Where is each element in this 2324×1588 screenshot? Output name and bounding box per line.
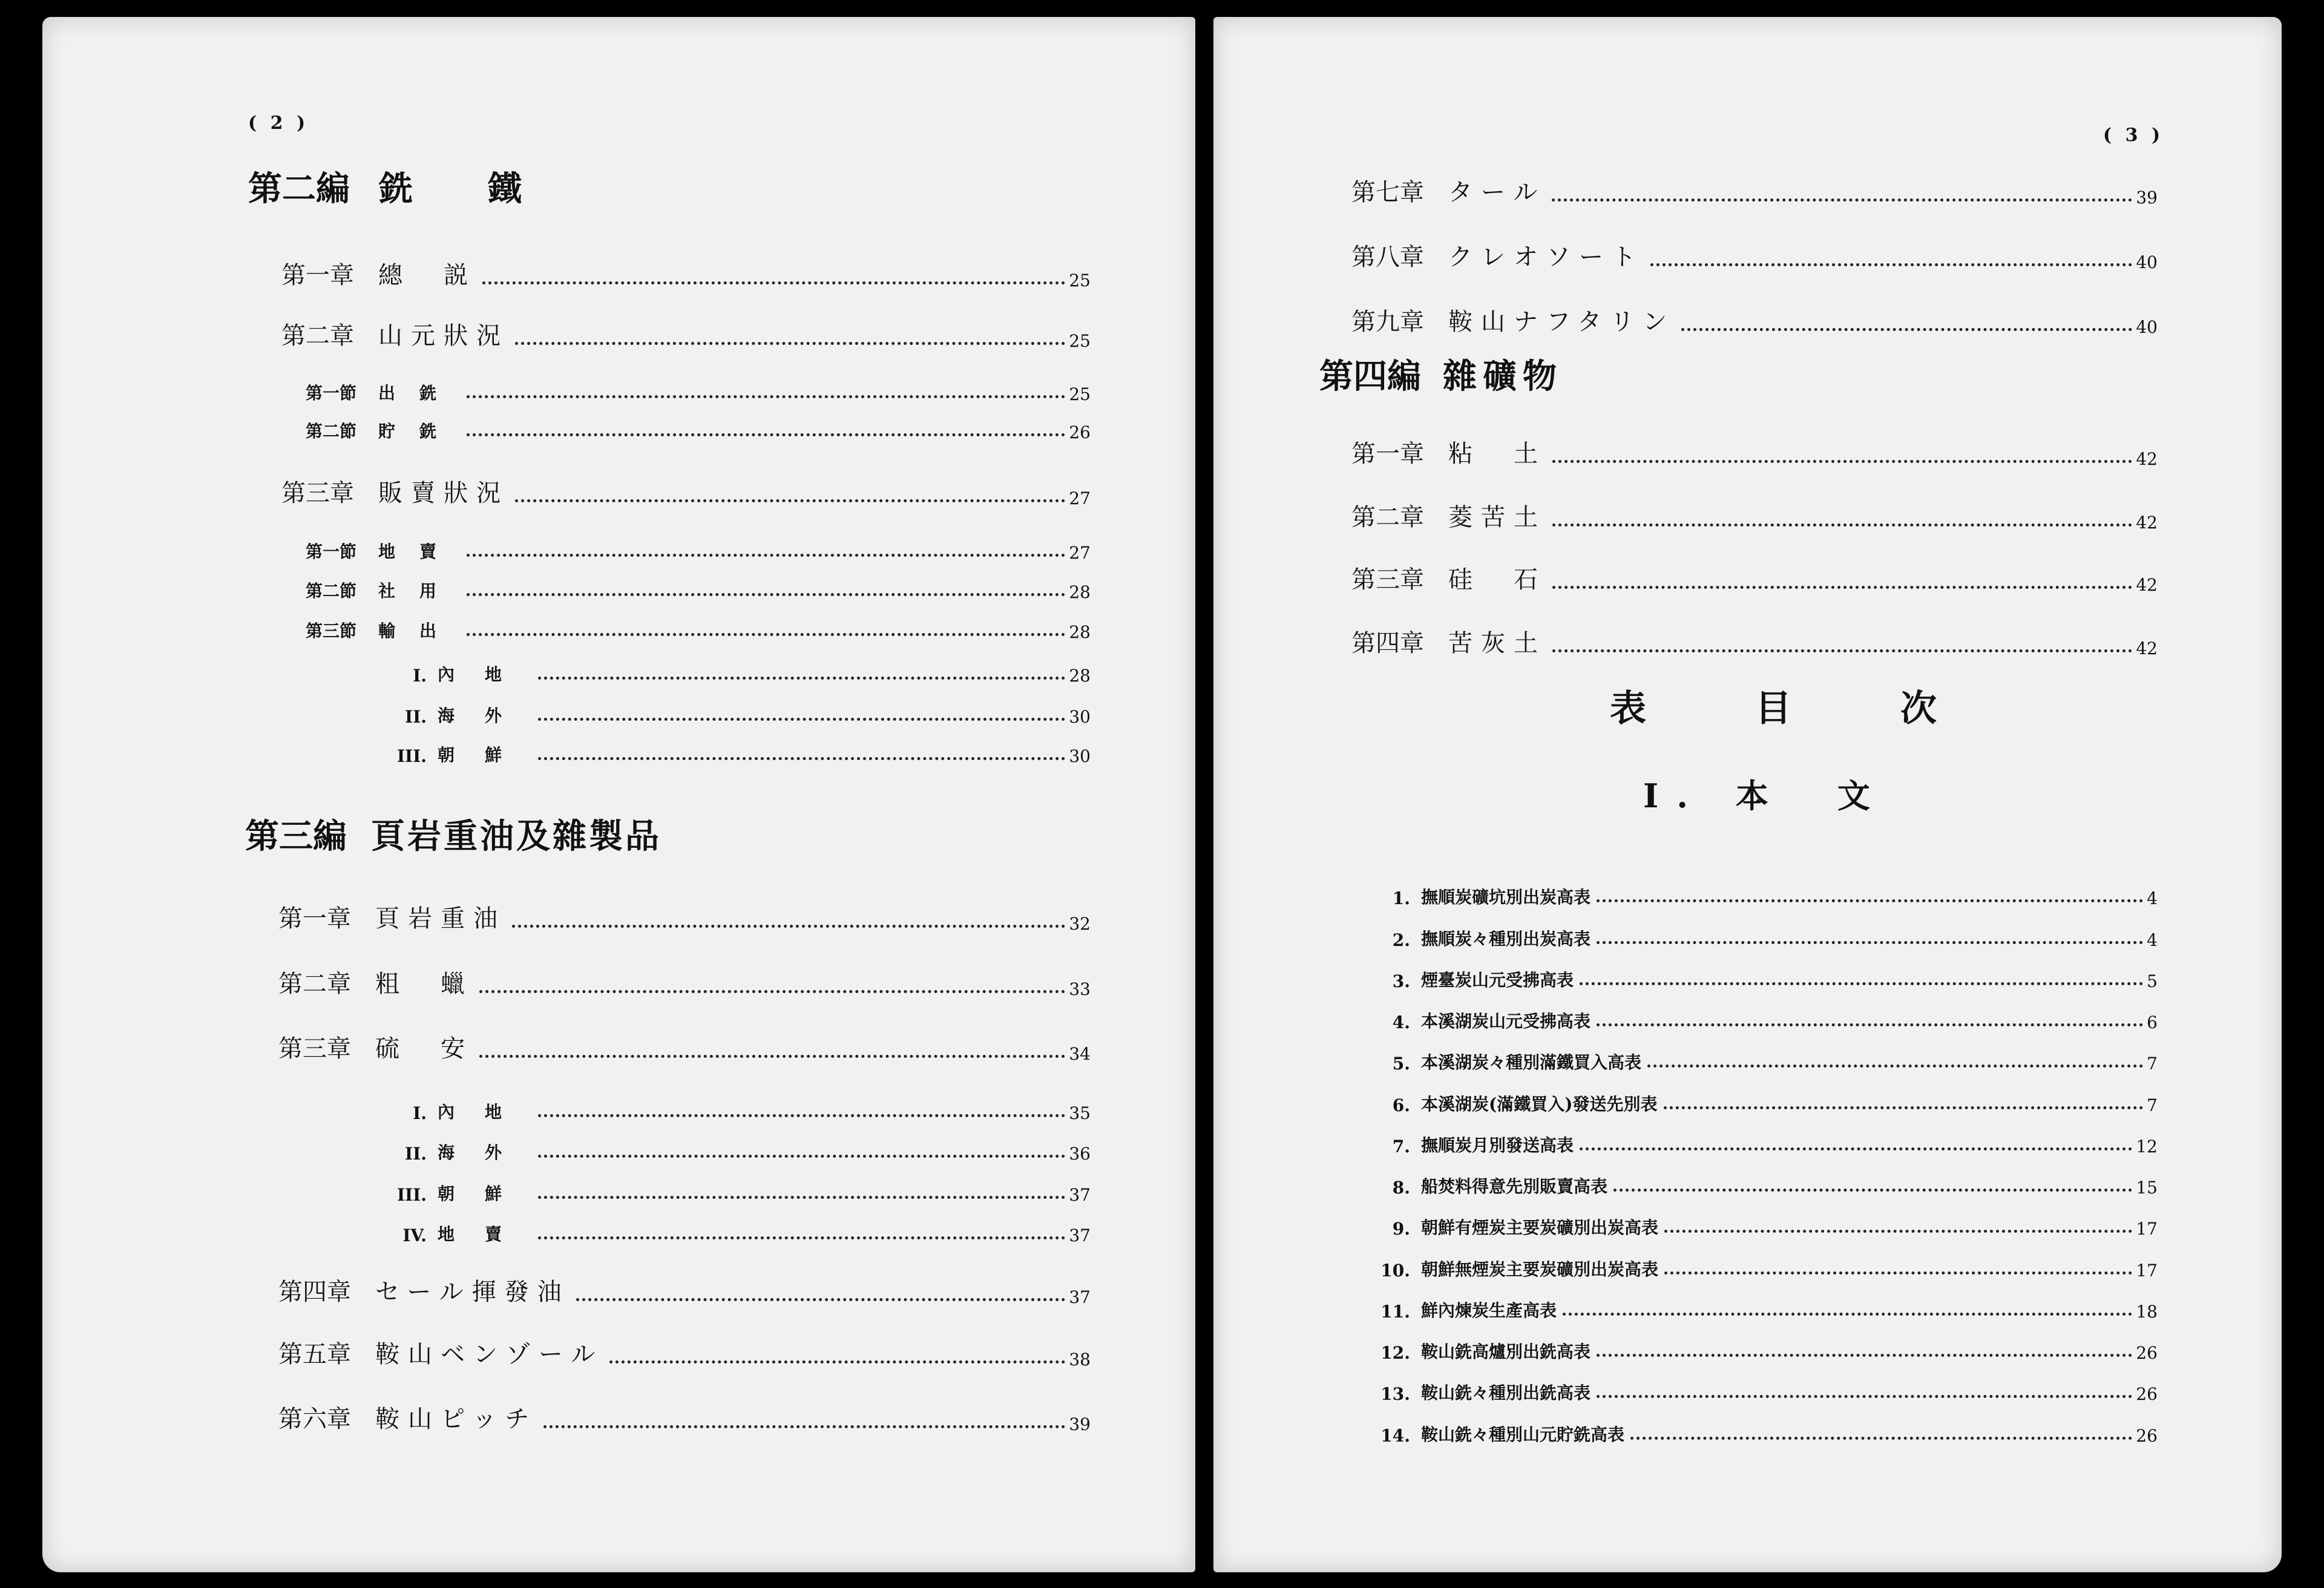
table-entry	[1368, 1380, 2158, 1404]
table-number: 4.	[1392, 1012, 1410, 1032]
dot-leader	[576, 1298, 1066, 1301]
entry-label: 第一章	[278, 905, 351, 933]
toc-entry	[281, 317, 1091, 351]
table-entry	[1368, 1215, 2158, 1239]
dot-leader	[1597, 1395, 2132, 1398]
entry-title: 頁岩重油	[375, 905, 506, 933]
entry-label: 第一章	[281, 261, 354, 289]
page-ref: 39	[1069, 1414, 1091, 1434]
entry-title: 貯銑	[378, 421, 461, 441]
page-ref: 26	[2136, 1384, 2158, 1404]
dot-leader	[1630, 1437, 2132, 1440]
entry-title: 山元狀況	[378, 322, 509, 350]
page-ref: 28	[1069, 666, 1091, 686]
table-entry	[1368, 884, 2158, 908]
page-ref: 5	[2147, 971, 2158, 991]
dot-leader	[609, 1360, 1065, 1363]
dot-leader	[515, 342, 1065, 345]
table-contents-heading: 表 目 次	[1610, 687, 1973, 730]
table-number: 6.	[1392, 1095, 1410, 1115]
table-entry	[1368, 1008, 2158, 1032]
dot-leader	[1552, 460, 2132, 463]
page-ref: 42	[2136, 513, 2158, 533]
entry-title: 硅 石	[1448, 566, 1546, 594]
table-title: 撫順炭月別發送高表	[1421, 1135, 1574, 1155]
entry-label: 第三章	[281, 479, 354, 507]
page-ref: 35	[1069, 1103, 1091, 1123]
page-ref: 26	[2136, 1343, 2158, 1363]
toc-entry	[384, 1221, 1091, 1245]
table-entry	[1368, 1091, 2158, 1115]
entry-title: 海外	[438, 706, 533, 726]
entry-label: 第四章	[278, 1278, 351, 1306]
entry-label: II.	[405, 707, 427, 727]
table-title: 撫順炭々種別出炭高表	[1421, 929, 1591, 949]
page-ref: 7	[2147, 1095, 2158, 1115]
part-label: 第四編	[1319, 356, 1421, 396]
dot-leader	[538, 1114, 1065, 1117]
entry-title: 朝鮮	[438, 1184, 533, 1204]
toc-entry	[281, 474, 1091, 508]
toc-entry	[278, 1029, 1091, 1064]
page-ref: 32	[1069, 914, 1091, 934]
table-number: 7.	[1392, 1137, 1410, 1157]
page-ref: 37	[1069, 1185, 1091, 1205]
dot-leader	[1580, 1147, 2132, 1150]
toc-entry	[306, 539, 1091, 563]
page-ref: 42	[2136, 449, 2158, 469]
dot-leader	[1597, 941, 2143, 944]
toc-entry	[1351, 238, 2158, 272]
table-title: 鮮內煉炭生產高表	[1421, 1301, 1557, 1321]
toc-entry	[306, 418, 1091, 442]
page-ref: 42	[2136, 638, 2158, 658]
dot-leader	[1650, 263, 2132, 266]
table-entry	[1368, 1298, 2158, 1322]
page-ref: 7	[2147, 1054, 2158, 1074]
page-ref: 25	[1069, 271, 1091, 290]
dot-leader	[467, 554, 1065, 557]
table-entry	[1368, 1422, 2158, 1446]
page-ref: 12	[2136, 1137, 2158, 1157]
entry-title: セール揮發油	[375, 1278, 570, 1306]
page-ref: 18	[2136, 1302, 2158, 1322]
page-ref: 36	[1069, 1144, 1091, 1164]
dot-leader	[1664, 1271, 2132, 1275]
entry-label: 第九章	[1351, 308, 1424, 336]
table-number: 14.	[1380, 1426, 1410, 1446]
toc-entry	[384, 1181, 1091, 1205]
entry-label: 第三章	[1351, 566, 1424, 594]
dot-leader	[538, 718, 1065, 721]
table-number: 8.	[1392, 1178, 1410, 1198]
entry-label: 第五章	[278, 1340, 351, 1368]
page-ref: 40	[2136, 252, 2158, 272]
toc-entry	[306, 578, 1091, 602]
part-title: 雜礦物	[1443, 356, 1563, 396]
table-title: 本溪湖炭(滿鐵買入)發送先別表	[1421, 1094, 1658, 1114]
entry-title: 鞍山ベンゾール	[375, 1340, 604, 1368]
table-title: 煙臺炭山元受拂高表	[1421, 970, 1574, 990]
dot-leader	[1552, 586, 2132, 589]
entry-label: 第三節	[306, 621, 357, 641]
entry-label: 第一節	[306, 383, 357, 403]
entry-title: 朝鮮	[438, 745, 533, 765]
table-number: 9.	[1392, 1219, 1410, 1239]
toc-entry	[306, 380, 1091, 404]
entry-title: 內地	[438, 1102, 533, 1122]
page-number-right: ( 3 )	[2103, 125, 2164, 146]
page-ref: 17	[2136, 1261, 2158, 1281]
entry-title: 輸出	[378, 621, 461, 641]
table-entry	[1368, 1339, 2158, 1363]
section-heading: I. 本 文	[1643, 776, 1888, 815]
entry-title: 海外	[438, 1143, 533, 1163]
page-ref: 17	[2136, 1219, 2158, 1239]
dot-leader	[479, 1055, 1065, 1058]
part-label: 第二編	[248, 169, 350, 209]
toc-entry	[384, 661, 1091, 686]
entry-label: 第二節	[306, 421, 357, 441]
table-title: 鞍山銑高爐別出銑高表	[1421, 1342, 1591, 1362]
table-number: 12.	[1380, 1343, 1410, 1363]
page-ref: 40	[2136, 317, 2158, 337]
page-number-left: ( 2 )	[248, 113, 309, 134]
entry-label: 第七章	[1351, 179, 1424, 206]
dot-leader	[1681, 328, 2132, 331]
entry-title: タール	[1448, 179, 1546, 206]
page-ref: 27	[1069, 488, 1091, 508]
part-label: 第三編	[245, 816, 347, 856]
page-ref: 28	[1069, 622, 1091, 642]
entry-title: 苦灰土	[1448, 629, 1546, 657]
entry-label: I.	[413, 666, 427, 686]
toc-entry	[1351, 498, 2158, 533]
dot-leader	[512, 925, 1065, 928]
page-ref: 15	[2136, 1178, 2158, 1198]
right-page	[1213, 17, 2282, 1572]
entry-label: 第二節	[306, 581, 357, 601]
page-ref: 39	[2136, 188, 2158, 208]
table-entry	[1368, 967, 2158, 991]
entry-label: I.	[413, 1103, 427, 1123]
table-title: 鞍山銑々種別山元貯銑高表	[1421, 1425, 1625, 1445]
part-title: 銑 鐵	[379, 169, 542, 209]
table-number: 13.	[1380, 1384, 1410, 1404]
part-title: 頁岩重油及雜製品	[371, 816, 661, 856]
part-heading-3	[245, 810, 661, 858]
dot-leader	[538, 757, 1065, 760]
dot-leader	[538, 1196, 1065, 1199]
toc-entry	[278, 1400, 1091, 1434]
table-entry	[1368, 1173, 2158, 1198]
page-ref: 42	[2136, 575, 2158, 595]
dot-leader	[1563, 1313, 2132, 1316]
page-ref: 26	[1069, 422, 1091, 442]
dot-leader	[515, 499, 1065, 502]
page-ref: 30	[1069, 746, 1091, 766]
page-ref: 38	[1069, 1350, 1091, 1370]
page-ref: 30	[1069, 707, 1091, 727]
table-number: 3.	[1392, 971, 1410, 991]
toc-entry	[278, 1273, 1091, 1307]
page-ref: 4	[2147, 888, 2158, 908]
table-title: 朝鮮無煙炭主要炭礦別出炭高表	[1421, 1259, 1659, 1279]
table-number: 11.	[1380, 1302, 1410, 1322]
entry-title: 粗 蠟	[375, 970, 473, 998]
entry-title: 地賣	[378, 542, 461, 562]
page-ref: 25	[1069, 331, 1091, 351]
table-title: 本溪湖炭山元受拂高表	[1421, 1011, 1591, 1031]
toc-entry	[306, 618, 1091, 642]
entry-label: 第二章	[281, 322, 354, 350]
table-title: 朝鮮有煙炭主要炭礦別出炭高表	[1421, 1218, 1659, 1238]
table-entry	[1368, 1132, 2158, 1157]
toc-entry	[1351, 624, 2158, 658]
dot-leader	[1597, 1023, 2143, 1026]
entry-title: 硫 安	[375, 1035, 473, 1063]
dot-leader	[1664, 1230, 2132, 1233]
entry-label: 第二章	[1351, 504, 1424, 531]
toc-entry	[384, 742, 1091, 766]
table-entry	[1368, 1049, 2158, 1074]
toc-entry	[278, 1335, 1091, 1370]
left-page	[42, 17, 1195, 1572]
entry-title: 鞍山ナフタリン	[1448, 308, 1676, 336]
table-title: 鞍山銑々種別出銑高表	[1421, 1383, 1591, 1403]
entry-title: 地賣	[438, 1224, 533, 1244]
dot-leader	[467, 433, 1065, 436]
page-ref: 28	[1069, 582, 1091, 602]
part-heading-4	[1319, 350, 1563, 398]
entry-title: 內地	[438, 664, 533, 684]
table-title: 本溪湖炭々種別滿鐵買入高表	[1421, 1052, 1642, 1072]
dot-leader	[1597, 899, 2143, 902]
page-ref: 33	[1069, 979, 1091, 999]
dot-leader	[479, 990, 1065, 993]
table-number: 5.	[1392, 1054, 1410, 1074]
dot-leader	[1580, 982, 2143, 985]
dot-leader	[467, 633, 1065, 636]
dot-leader	[538, 1236, 1065, 1239]
entry-title: 菱苦土	[1448, 504, 1546, 531]
part-heading-2	[248, 162, 542, 211]
page-ref: 4	[2147, 930, 2158, 950]
table-entry	[1368, 1256, 2158, 1281]
entry-title: クレオソート	[1448, 243, 1644, 271]
entry-label: 第六章	[278, 1405, 351, 1433]
entry-title: 販賣狀況	[378, 479, 509, 507]
dot-leader	[1552, 523, 2132, 527]
toc-entry	[1351, 303, 2158, 337]
entry-label: 第三章	[278, 1035, 351, 1063]
page-ref: 27	[1069, 543, 1091, 563]
dot-leader	[538, 1155, 1065, 1158]
entry-label: III.	[396, 746, 427, 766]
dot-leader	[1597, 1354, 2132, 1357]
entry-label: III.	[396, 1185, 427, 1205]
dot-leader	[543, 1425, 1065, 1428]
entry-title: 總 説	[378, 261, 476, 289]
entry-label: 第八章	[1351, 243, 1424, 271]
dot-leader	[1613, 1189, 2132, 1192]
toc-entry	[1351, 435, 2158, 469]
dot-leader	[482, 281, 1065, 284]
toc-entry	[278, 899, 1091, 934]
table-title: 撫順炭礦坑別出炭高表	[1421, 887, 1591, 907]
toc-entry	[278, 965, 1091, 999]
page-ref: 6	[2147, 1012, 2158, 1032]
page-ref: 25	[1069, 384, 1091, 404]
entry-title: 社用	[378, 581, 461, 601]
toc-entry	[1351, 173, 2158, 208]
page-ref: 37	[1069, 1287, 1091, 1307]
toc-entry	[384, 703, 1091, 727]
entry-label: II.	[405, 1144, 427, 1164]
entry-label: 第四章	[1351, 629, 1424, 657]
page-ref: 37	[1069, 1225, 1091, 1245]
entry-title: 出銑	[378, 383, 461, 403]
toc-entry	[281, 256, 1091, 290]
table-number: 2.	[1392, 930, 1410, 950]
toc-entry	[1351, 560, 2158, 595]
table-number: 10.	[1380, 1261, 1410, 1281]
entry-label: IV.	[402, 1225, 427, 1245]
page-ref: 34	[1069, 1044, 1091, 1064]
entry-label: 第一節	[306, 542, 357, 562]
dot-leader	[467, 593, 1065, 596]
toc-entry	[384, 1099, 1091, 1123]
dot-leader	[1552, 198, 2132, 202]
dot-leader	[467, 395, 1065, 398]
dot-leader	[538, 677, 1065, 680]
dot-leader	[1664, 1106, 2144, 1109]
dot-leader	[1647, 1065, 2143, 1068]
page-ref: 26	[2136, 1426, 2158, 1446]
dot-leader	[1552, 649, 2132, 652]
toc-entry	[384, 1140, 1091, 1164]
entry-title: 粘 土	[1448, 440, 1546, 468]
table-number: 1.	[1392, 888, 1410, 908]
table-title: 船焚料得意先別販賣高表	[1421, 1176, 1608, 1196]
entry-label: 第二章	[278, 970, 351, 998]
table-entry	[1368, 926, 2158, 950]
entry-label: 第一章	[1351, 440, 1424, 468]
entry-title: 鞍山ピッチ	[375, 1405, 538, 1433]
